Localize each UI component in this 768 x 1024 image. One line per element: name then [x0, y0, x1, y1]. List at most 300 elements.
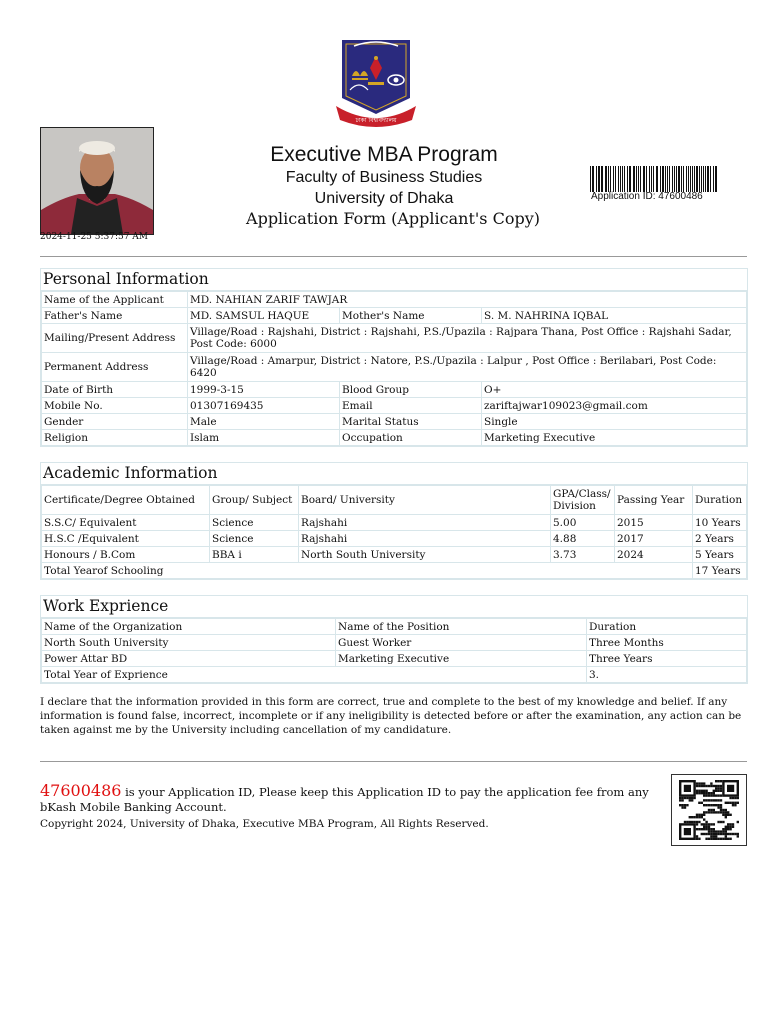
qr-module	[705, 826, 707, 828]
qr-finder	[684, 785, 691, 792]
blood-group-label: Blood Group	[340, 382, 482, 398]
qr-module	[727, 833, 729, 835]
barcode	[590, 166, 718, 192]
qr-module	[737, 833, 739, 835]
barcode-bar	[613, 166, 614, 192]
qr-module	[729, 823, 731, 825]
qr-module	[717, 811, 719, 813]
qr-module	[717, 799, 719, 801]
qr-module	[703, 792, 705, 794]
qr-module	[720, 838, 722, 840]
qr-module	[684, 821, 686, 823]
application-id-number: 47600486	[40, 781, 122, 800]
divider	[40, 761, 747, 762]
barcode-bar	[701, 166, 702, 192]
table-row	[42, 531, 747, 547]
qr-module	[696, 782, 698, 784]
academic-info-table	[41, 485, 747, 579]
barcode-bar	[669, 166, 670, 192]
qr-module	[713, 785, 715, 787]
barcode-bar	[683, 166, 684, 192]
qr-module	[737, 821, 739, 823]
qr-module	[708, 833, 710, 835]
copyright-text: Copyright 2024, University of Dhaka, Executive MBA Program, All Rights Reserved.	[40, 818, 489, 830]
table-cell: Marketing Executive	[336, 651, 587, 667]
qr-module	[710, 782, 712, 784]
table-cell: 2024	[615, 547, 693, 563]
marital-status-label: Marital Status	[340, 414, 482, 430]
qr-module	[713, 804, 715, 806]
table-cell: 5.00	[551, 515, 615, 531]
table-row	[42, 382, 747, 398]
qr-module	[710, 799, 712, 801]
dob-label: Date of Birth	[42, 382, 188, 398]
barcode-bar	[715, 166, 717, 192]
barcode-bar	[633, 166, 635, 192]
table-row	[42, 635, 747, 651]
column-header: GPA/Class/ Division	[551, 486, 615, 515]
university-name: University of Dhaka	[314, 190, 454, 207]
qr-module	[717, 830, 719, 832]
barcode-bar	[653, 166, 654, 192]
qr-module	[720, 794, 722, 796]
qr-module	[725, 838, 727, 840]
qr-module	[701, 833, 703, 835]
barcode-bar	[703, 166, 704, 192]
qr-module	[689, 799, 691, 801]
column-header: Name of the Position	[336, 619, 587, 635]
table-row	[42, 292, 747, 308]
qr-module	[708, 809, 710, 811]
barcode-bar	[622, 166, 623, 192]
qr-module	[684, 797, 686, 799]
qr-module	[717, 838, 719, 840]
work-experience-section	[40, 595, 748, 684]
name-value: MD. NAHIAN ZARIF TAWJAR	[188, 292, 747, 308]
qr-module	[681, 804, 683, 806]
email-label: Email	[340, 398, 482, 414]
barcode-bar	[690, 166, 691, 192]
academic-information-section	[40, 462, 748, 580]
qr-module	[725, 816, 727, 818]
total-experience-label: Total Year of Exprience	[42, 667, 587, 683]
barcode-bar	[676, 166, 677, 192]
qr-module	[720, 804, 722, 806]
table-row	[42, 667, 747, 683]
table-row	[42, 430, 747, 446]
qr-module	[705, 833, 707, 835]
total-schooling-label: Total Yearof Schooling	[42, 563, 693, 579]
qr-module	[679, 804, 681, 806]
qr-module	[725, 811, 727, 813]
qr-module	[698, 802, 700, 804]
qr-code	[671, 774, 747, 846]
barcode-bar	[686, 166, 687, 192]
qr-module	[689, 816, 691, 818]
barcode-bar	[662, 166, 664, 192]
qr-module	[696, 821, 698, 823]
table-cell: BBA i	[210, 547, 299, 563]
barcode-bar	[651, 166, 652, 192]
qr-module	[710, 830, 712, 832]
occupation-value: Marketing Executive	[482, 430, 747, 446]
qr-module	[734, 797, 736, 799]
qr-module	[717, 794, 719, 796]
table-cell: 5 Years	[693, 547, 747, 563]
qr-module	[729, 833, 731, 835]
table-cell: Honours / B.Com	[42, 547, 210, 563]
section-title: Personal Information	[41, 269, 747, 291]
qr-module	[705, 838, 707, 840]
table-cell: 2015	[615, 515, 693, 531]
barcode-bar	[699, 166, 700, 192]
table-cell: Science	[210, 515, 299, 531]
qr-module	[708, 799, 710, 801]
qr-module	[703, 826, 705, 828]
qr-module	[679, 799, 681, 801]
qr-module	[698, 816, 700, 818]
qr-module	[696, 828, 698, 830]
barcode-bar	[610, 166, 611, 192]
qr-module	[703, 823, 705, 825]
qr-module	[705, 799, 707, 801]
qr-module	[725, 828, 727, 830]
qr-module	[698, 785, 700, 787]
qr-module	[732, 826, 734, 828]
section-title: Academic Information	[41, 463, 747, 485]
qr-finder	[684, 828, 691, 835]
qr-module	[725, 814, 727, 816]
qr-module	[727, 814, 729, 816]
qr-module	[732, 797, 734, 799]
barcode-bar	[618, 166, 619, 192]
qr-module	[722, 811, 724, 813]
mother-label: Mother's Name	[340, 308, 482, 324]
qr-module	[696, 790, 698, 792]
qr-module	[708, 826, 710, 828]
name-label: Name of the Applicant	[42, 292, 188, 308]
barcode-bar	[692, 166, 693, 192]
gender-value: Male	[188, 414, 340, 430]
qr-module	[715, 790, 717, 792]
qr-module	[729, 838, 731, 840]
qr-module	[715, 811, 717, 813]
application-id-label: Application ID: 47600486	[591, 191, 703, 202]
qr-module	[701, 785, 703, 787]
column-header: Duration	[693, 486, 747, 515]
qr-module	[703, 818, 705, 820]
barcode-bar	[598, 166, 600, 192]
qr-module	[708, 828, 710, 830]
column-header: Duration	[587, 619, 747, 635]
qr-module	[686, 797, 688, 799]
qr-module	[681, 797, 683, 799]
qr-module	[717, 833, 719, 835]
father-value: MD. SAMSUL HAQUE	[188, 308, 340, 324]
religion-label: Religion	[42, 430, 188, 446]
qr-module	[686, 821, 688, 823]
qr-module	[720, 830, 722, 832]
qr-module	[715, 787, 717, 789]
qr-module	[732, 802, 734, 804]
application-id-note	[40, 783, 670, 815]
qr-module	[679, 797, 681, 799]
qr-module	[691, 821, 693, 823]
qr-module	[725, 826, 727, 828]
religion-value: Islam	[188, 430, 340, 446]
qr-module	[691, 797, 693, 799]
qr-module	[729, 826, 731, 828]
table-cell: Rajshahi	[299, 515, 551, 531]
qr-module	[681, 799, 683, 801]
qr-module	[727, 802, 729, 804]
barcode-bar	[688, 166, 689, 192]
qr-module	[717, 821, 719, 823]
column-header: Name of the Organization	[42, 619, 336, 635]
table-cell: 2 Years	[693, 531, 747, 547]
qr-module	[715, 835, 717, 837]
barcode-bar	[665, 166, 666, 192]
table-row	[42, 398, 747, 414]
qr-module	[734, 804, 736, 806]
qr-module	[705, 828, 707, 830]
qr-module	[708, 794, 710, 796]
barcode-bar	[643, 166, 645, 192]
table-header-row	[42, 486, 747, 515]
qr-module	[696, 838, 698, 840]
barcode-bar	[672, 166, 673, 192]
qr-module	[703, 811, 705, 813]
application-id-note-text: is your Application ID, Please keep this Application ID to pay the application fee from any bKash Mobile Banking Account.	[40, 785, 649, 814]
qr-finder	[727, 785, 734, 792]
qr-module	[708, 823, 710, 825]
qr-module	[715, 830, 717, 832]
qr-module	[720, 821, 722, 823]
qr-module	[698, 821, 700, 823]
qr-module	[720, 809, 722, 811]
barcode-bar	[608, 166, 609, 192]
qr-module	[722, 838, 724, 840]
permanent-address-value: Village/Road : Amarpur, District : Natore, P.S./Upazila : Lalpur , Post Office : Berilabari, Post Code: 6420	[188, 353, 747, 382]
barcode-bar	[681, 166, 682, 192]
table-cell: 2017	[615, 531, 693, 547]
barcode-bar	[620, 166, 621, 192]
qr-module	[705, 790, 707, 792]
qr-module	[737, 835, 739, 837]
qr-module	[737, 797, 739, 799]
qr-module	[729, 828, 731, 830]
qr-module	[701, 828, 703, 830]
logo-text: ঢাকা বিশ্ববিদ্যালয়	[355, 117, 397, 124]
qr-module	[717, 790, 719, 792]
qr-module	[713, 799, 715, 801]
barcode-bar	[592, 166, 594, 192]
qr-module	[715, 785, 717, 787]
qr-module	[696, 823, 698, 825]
qr-module	[722, 828, 724, 830]
qr-module	[710, 835, 712, 837]
qr-module	[715, 838, 717, 840]
qr-module	[717, 785, 719, 787]
qr-module	[720, 799, 722, 801]
barcode-bar	[627, 166, 628, 192]
barcode-bar	[713, 166, 714, 192]
qr-module	[703, 804, 705, 806]
total-schooling-value: 17 Years	[693, 563, 747, 579]
qr-module	[710, 828, 712, 830]
university-logo	[332, 34, 420, 130]
qr-module	[710, 785, 712, 787]
qr-module	[701, 816, 703, 818]
qr-module	[732, 823, 734, 825]
qr-module	[698, 782, 700, 784]
qr-module	[727, 811, 729, 813]
qr-module	[722, 814, 724, 816]
photo-timestamp: 2024-11-25 5:37:57 AM	[40, 232, 149, 242]
qr-module	[713, 833, 715, 835]
qr-module	[713, 792, 715, 794]
qr-module	[713, 828, 715, 830]
qr-module	[705, 811, 707, 813]
qr-module	[710, 811, 712, 813]
work-experience-table	[41, 618, 747, 683]
barcode-bar	[605, 166, 607, 192]
qr-module	[717, 780, 719, 782]
qr-module	[713, 790, 715, 792]
qr-module	[708, 811, 710, 813]
qr-module	[710, 792, 712, 794]
barcode-bar	[649, 166, 650, 192]
qr-module	[727, 823, 729, 825]
qr-module	[732, 833, 734, 835]
qr-module	[703, 828, 705, 830]
qr-module	[701, 782, 703, 784]
dob-value: 1999-3-15	[188, 382, 340, 398]
barcode-bar	[678, 166, 680, 192]
qr-module	[717, 804, 719, 806]
barcode-bar	[640, 166, 641, 192]
barcode-bar	[710, 166, 711, 192]
qr-module	[727, 826, 729, 828]
declaration-text: I declare that the information provided in this form are correct, true and complete to the best of my knowledge and belief. If any information is found false, incorrect, incomplete or if any ineligibility is detected before or after the examination, any action can be taken against me by the University including cancellation of my candidature.	[40, 696, 742, 737]
table-cell: 4.88	[551, 531, 615, 547]
barcode-bar	[660, 166, 661, 192]
qr-module	[720, 790, 722, 792]
barcode-bar	[646, 166, 647, 192]
qr-module	[713, 809, 715, 811]
qr-module	[703, 790, 705, 792]
occupation-label: Occupation	[340, 430, 482, 446]
qr-module	[722, 833, 724, 835]
table-row	[42, 324, 747, 353]
personal-info-table	[41, 291, 747, 446]
qr-module	[713, 794, 715, 796]
qr-module	[713, 823, 715, 825]
table-cell: 3.73	[551, 547, 615, 563]
qr-module	[701, 792, 703, 794]
table-cell: North South University	[299, 547, 551, 563]
qr-module	[703, 833, 705, 835]
qr-module	[734, 802, 736, 804]
mother-value: S. M. NAHRINA IQBAL	[482, 308, 747, 324]
qr-module	[734, 833, 736, 835]
qr-module	[708, 830, 710, 832]
personal-information-section	[40, 268, 748, 447]
qr-module	[708, 838, 710, 840]
qr-module	[729, 814, 731, 816]
qr-module	[696, 816, 698, 818]
qr-module	[701, 790, 703, 792]
qr-module	[705, 821, 707, 823]
mobile-value: 01307169435	[188, 398, 340, 414]
divider	[40, 256, 747, 257]
qr-module	[729, 802, 731, 804]
qr-module	[703, 785, 705, 787]
blood-group-value: O+	[482, 382, 747, 398]
qr-module	[720, 785, 722, 787]
barcode-bar	[601, 166, 603, 192]
qr-module	[693, 821, 695, 823]
marital-status-value: Single	[482, 414, 747, 430]
qr-module	[691, 816, 693, 818]
qr-module	[729, 797, 731, 799]
barcode-bar	[624, 166, 625, 192]
qr-module	[684, 804, 686, 806]
table-cell: Science	[210, 531, 299, 547]
qr-module	[701, 823, 703, 825]
table-row	[42, 308, 747, 324]
qr-module	[722, 830, 724, 832]
qr-module	[698, 792, 700, 794]
table-row	[42, 515, 747, 531]
qr-module	[713, 835, 715, 837]
qr-module	[701, 814, 703, 816]
qr-module	[727, 828, 729, 830]
qr-module	[715, 804, 717, 806]
mailing-address-label: Mailing/Present Address	[42, 324, 188, 353]
qr-module	[732, 804, 734, 806]
qr-module	[725, 835, 727, 837]
table-cell: Power Attar BD	[42, 651, 336, 667]
father-label: Father's Name	[42, 308, 188, 324]
qr-module	[708, 804, 710, 806]
table-row	[42, 563, 747, 579]
barcode-bar	[636, 166, 637, 192]
qr-module	[703, 799, 705, 801]
table-row	[42, 547, 747, 563]
qr-module	[715, 794, 717, 796]
qr-module	[698, 814, 700, 816]
table-header-row	[42, 619, 747, 635]
barcode-bar	[656, 166, 658, 192]
qr-module	[720, 787, 722, 789]
form-title: Application Form (Applicant's Copy)	[246, 209, 540, 228]
qr-module	[703, 794, 705, 796]
qr-module	[693, 797, 695, 799]
qr-module	[705, 804, 707, 806]
table-cell: Three Years	[587, 651, 747, 667]
qr-module	[693, 816, 695, 818]
table-cell: H.S.C /Equivalent	[42, 531, 210, 547]
barcode-bar	[705, 166, 706, 192]
table-cell: Rajshahi	[299, 531, 551, 547]
qr-module	[710, 838, 712, 840]
qr-module	[737, 802, 739, 804]
table-cell: 10 Years	[693, 515, 747, 531]
qr-module	[710, 804, 712, 806]
qr-module	[710, 794, 712, 796]
qr-module	[705, 794, 707, 796]
